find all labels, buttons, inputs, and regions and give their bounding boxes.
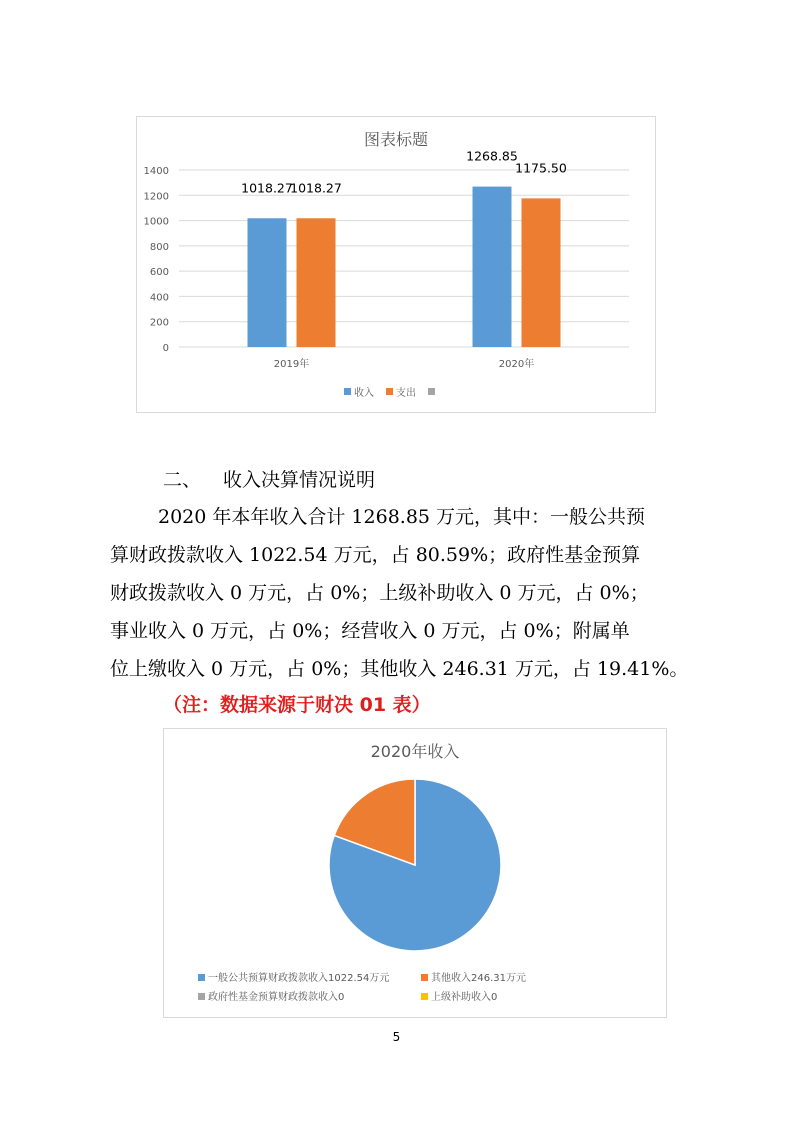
- bar-data-label: 1018.27: [290, 180, 342, 196]
- paragraph-line: 事业收入 0 万元，占 0%；经营收入 0 万元，占 0%；附属单: [110, 620, 630, 642]
- bar-chart-svg: [137, 117, 655, 412]
- legend-swatch: [421, 993, 428, 1000]
- y-tick-label: 200: [149, 317, 169, 329]
- section-heading: [163, 465, 375, 492]
- legend-swatch: [198, 974, 205, 981]
- legend-swatch: [386, 388, 393, 395]
- bar-data-label: 1268.85: [466, 148, 518, 164]
- pie-chart-title: 2020年收入: [370, 742, 460, 761]
- bar-data-label: 1018.27: [241, 180, 293, 196]
- y-tick-label: 0: [162, 343, 169, 354]
- bar: [297, 218, 336, 347]
- legend-label: 一般公共预算财政拨款收入1022.54万元: [208, 973, 390, 984]
- legend-swatch: [344, 388, 351, 395]
- bar: [522, 198, 561, 347]
- legend-swatch: [421, 974, 428, 981]
- bar-chart-title: 图表标题: [363, 130, 429, 149]
- x-tick-label: 2019年: [273, 359, 310, 370]
- bar-data-label: 1175.50: [515, 160, 567, 176]
- y-tick-label: 600: [149, 267, 169, 279]
- pie-chart: [163, 728, 667, 1018]
- paragraph-line: 2020 年本年收入合计 1268.85 万元，其中：一般公共预: [158, 506, 646, 528]
- y-tick-label: 1000: [143, 216, 169, 228]
- income-paragraph: [110, 498, 688, 688]
- page-number: 5: [392, 1030, 401, 1044]
- section-title: 收入决算情况说明: [223, 469, 376, 491]
- y-tick-label: 400: [149, 292, 169, 304]
- pie-chart-svg: [164, 729, 666, 1017]
- y-tick-label: 1200: [143, 191, 169, 203]
- legend-label: 支出: [396, 388, 416, 399]
- bar: [248, 218, 287, 347]
- legend-label: 政府性基金预算财政拨款收入0: [208, 992, 345, 1003]
- bar-chart: [136, 116, 656, 413]
- paragraph-line: 算财政拨款收入 1022.54 万元，占 80.59%；政府性基金预算: [110, 544, 641, 566]
- legend-swatch: [428, 388, 435, 395]
- data-source-note: （注：数据来源于财决 01 表）: [163, 694, 431, 716]
- y-tick-label: 800: [149, 241, 169, 253]
- legend-label: 上级补助收入0: [431, 992, 498, 1003]
- bar: [473, 187, 512, 347]
- legend-label: 其他收入246.31万元: [431, 973, 526, 984]
- paragraph-line: 财政拨款收入 0 万元，占 0%；上级补助收入 0 万元，占 0%；: [110, 582, 649, 604]
- section-number: 二、: [163, 469, 202, 491]
- paragraph-line: 位上缴收入 0 万元，占 0%；其他收入 246.31 万元，占 19.41%。: [110, 658, 689, 680]
- legend-label: 收入: [354, 388, 374, 399]
- legend-swatch: [198, 993, 205, 1000]
- y-tick-label: 1400: [143, 166, 169, 177]
- x-tick-label: 2020年: [498, 359, 535, 370]
